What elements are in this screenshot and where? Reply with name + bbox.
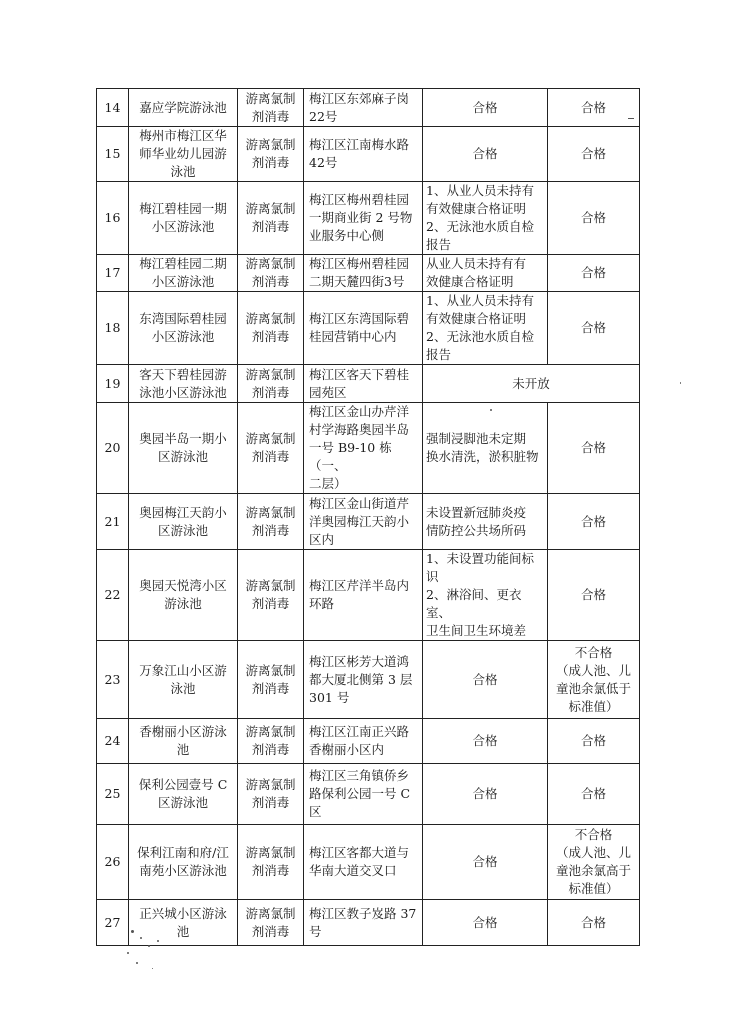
venue-name: 梅江碧桂园一期 小区游泳池 bbox=[129, 182, 238, 255]
venue-name: 嘉应学院游泳池 bbox=[129, 89, 238, 127]
venue-name: 香榭丽小区游泳 池 bbox=[129, 719, 238, 764]
table-row bbox=[97, 719, 640, 764]
row-number: 26 bbox=[97, 825, 129, 900]
hygiene-result: 合格 bbox=[423, 89, 548, 127]
water-quality-result: 合格 bbox=[548, 719, 640, 764]
disinfection-method: 游离氯制 剂消毒 bbox=[238, 719, 304, 764]
disinfection-method: 游离氯制 剂消毒 bbox=[238, 900, 304, 946]
disinfection-method: 游离氯制 剂消毒 bbox=[238, 494, 304, 550]
water-quality-result: 合格 bbox=[548, 764, 640, 825]
table-row bbox=[97, 365, 640, 403]
hygiene-result: 从业人员未持有有 效健康合格证明 bbox=[423, 255, 548, 292]
hygiene-result: 未设置新冠肺炎疫 情防控公共场所码 bbox=[423, 494, 548, 550]
hygiene-result: 合格 bbox=[423, 641, 548, 719]
row-number: 19 bbox=[97, 365, 129, 403]
table-row bbox=[97, 127, 640, 182]
row-number: 17 bbox=[97, 255, 129, 292]
table-row bbox=[97, 900, 640, 946]
table-row bbox=[97, 641, 640, 719]
venue-address: 梅江区金山街道芹 洋奥园梅江天韵小 区内 bbox=[304, 494, 423, 550]
water-quality-result: 合格 bbox=[548, 900, 640, 946]
venue-address: 梅江区彬芳大道鸿 都大厦北侧第 3 层 301 号 bbox=[304, 641, 423, 719]
scan-speck bbox=[136, 962, 138, 964]
scan-speck bbox=[157, 940, 159, 942]
venue-name: 保利江南和府/江 南苑小区游泳池 bbox=[129, 825, 238, 900]
water-quality-result: 不合格 （成人池、儿 童池余氯低于 标准值） bbox=[548, 641, 640, 719]
venue-address: 梅江区梅州碧桂园 一期商业街 2 号物 业服务中心侧 bbox=[304, 182, 423, 255]
venue-address: 梅江区东郊麻子岗 22号 bbox=[304, 89, 423, 127]
venue-address: 梅江区客都大道与 华南大道交叉口 bbox=[304, 825, 423, 900]
scan-speck bbox=[152, 968, 153, 969]
venue-address: 梅江区客天下碧桂 园苑区 bbox=[304, 365, 423, 403]
row-number: 22 bbox=[97, 550, 129, 641]
venue-address: 梅江区三角镇侨乡 路保利公园一号 C 区 bbox=[304, 764, 423, 825]
disinfection-method: 游离氯制 剂消毒 bbox=[238, 127, 304, 182]
venue-name: 梅江碧桂园二期 小区游泳池 bbox=[129, 255, 238, 292]
venue-name: 正兴城小区游泳 池 bbox=[129, 900, 238, 946]
row-number: 24 bbox=[97, 719, 129, 764]
venue-name: 奥园天悦湾小区 游泳池 bbox=[129, 550, 238, 641]
water-quality-result: 合格 bbox=[548, 127, 640, 182]
status-merged: 未开放 bbox=[423, 365, 640, 403]
table-row bbox=[97, 182, 640, 255]
inspection-table bbox=[96, 88, 640, 946]
row-number: 25 bbox=[97, 764, 129, 825]
water-quality-result: 合格 bbox=[548, 89, 640, 127]
scan-speck bbox=[140, 937, 142, 939]
water-quality-result: 合格 bbox=[548, 550, 640, 641]
row-number: 21 bbox=[97, 494, 129, 550]
disinfection-method: 游离氯制 剂消毒 bbox=[238, 825, 304, 900]
scan-speck bbox=[490, 409, 492, 411]
venue-address: 梅江区芹洋半岛内 环路 bbox=[304, 550, 423, 641]
disinfection-method: 游离氯制 剂消毒 bbox=[238, 255, 304, 292]
water-quality-result: 合格 bbox=[548, 255, 640, 292]
disinfection-method: 游离氯制 剂消毒 bbox=[238, 365, 304, 403]
row-number: 18 bbox=[97, 292, 129, 365]
water-quality-result: 合格 bbox=[548, 403, 640, 494]
table-row bbox=[97, 292, 640, 365]
disinfection-method: 游离氯制 剂消毒 bbox=[238, 641, 304, 719]
hygiene-result: 合格 bbox=[423, 719, 548, 764]
table-row bbox=[97, 255, 640, 292]
row-number: 15 bbox=[97, 127, 129, 182]
venue-name: 奥园半岛一期小 区游泳池 bbox=[129, 403, 238, 494]
disinfection-method: 游离氯制 剂消毒 bbox=[238, 89, 304, 127]
disinfection-method: 游离氯制 剂消毒 bbox=[238, 550, 304, 641]
hygiene-result: 合格 bbox=[423, 900, 548, 946]
venue-address: 梅江区梅州碧桂园 二期天麓四街3号 bbox=[304, 255, 423, 292]
venue-name: 东湾国际碧桂园 小区游泳池 bbox=[129, 292, 238, 365]
row-number: 27 bbox=[97, 900, 129, 946]
hygiene-result: 合格 bbox=[423, 825, 548, 900]
disinfection-method: 游离氯制 剂消毒 bbox=[238, 403, 304, 494]
hygiene-result: 合格 bbox=[423, 764, 548, 825]
row-number: 16 bbox=[97, 182, 129, 255]
disinfection-method: 游离氯制 剂消毒 bbox=[238, 764, 304, 825]
venue-address: 梅江区东湾国际碧 桂园营销中心内 bbox=[304, 292, 423, 365]
venue-address: 梅江区金山办芹洋 村学海路奥园半岛 一号 B9-10 栋（一、 二层） bbox=[304, 403, 423, 494]
table-row bbox=[97, 403, 640, 494]
disinfection-method: 游离氯制 剂消毒 bbox=[238, 292, 304, 365]
venue-name: 客天下碧桂园游 泳池小区游泳池 bbox=[129, 365, 238, 403]
venue-name: 梅州市梅江区华 师华业幼儿园游 泳池 bbox=[129, 127, 238, 182]
scan-speck bbox=[131, 930, 134, 933]
water-quality-result: 合格 bbox=[548, 182, 640, 255]
hygiene-result: 合格 bbox=[423, 127, 548, 182]
venue-address: 梅江区教子岌路 37 号 bbox=[304, 900, 423, 946]
hygiene-result: 1、未设置功能间标 识 2、淋浴间、更衣室、 卫生间卫生环境差 bbox=[423, 550, 548, 641]
venue-name: 万象江山小区游 泳池 bbox=[129, 641, 238, 719]
row-number: 14 bbox=[97, 89, 129, 127]
row-number: 23 bbox=[97, 641, 129, 719]
venue-address: 梅江区江南正兴路 香榭丽小区内 bbox=[304, 719, 423, 764]
scan-speck bbox=[148, 945, 150, 947]
disinfection-method: 游离氯制 剂消毒 bbox=[238, 182, 304, 255]
table-body bbox=[97, 89, 640, 946]
scan-speck bbox=[680, 382, 681, 384]
venue-address: 梅江区江南梅水路 42号 bbox=[304, 127, 423, 182]
table-row bbox=[97, 494, 640, 550]
hygiene-result: 1、从业人员未持有 有效健康合格证明 2、无泳池水质自检 报告 bbox=[423, 182, 548, 255]
scan-speck bbox=[127, 952, 129, 954]
table-row bbox=[97, 550, 640, 641]
table-row bbox=[97, 825, 640, 900]
venue-name: 奥园梅江天韵小 区游泳池 bbox=[129, 494, 238, 550]
water-quality-result: 合格 bbox=[548, 494, 640, 550]
row-number: 20 bbox=[97, 403, 129, 494]
venue-name: 保利公园壹号 C 区游泳池 bbox=[129, 764, 238, 825]
water-quality-result: 不合格 （成人池、儿 童池余氯高于 标准值） bbox=[548, 825, 640, 900]
hygiene-result: 1、从业人员未持有 有效健康合格证明 2、无泳池水质自检 报告 bbox=[423, 292, 548, 365]
scan-speck bbox=[628, 118, 634, 119]
table-row bbox=[97, 764, 640, 825]
hygiene-result: 强制浸脚池未定期 换水清洗，淤积脏物 bbox=[423, 403, 548, 494]
table-row bbox=[97, 89, 640, 127]
water-quality-result: 合格 bbox=[548, 292, 640, 365]
